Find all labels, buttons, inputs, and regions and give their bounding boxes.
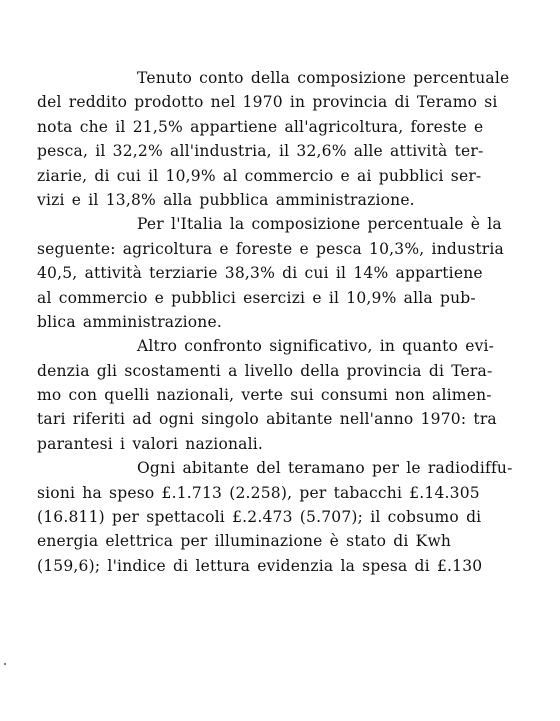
text-line: Per l'Italia la composizione percentuale è la bbox=[137, 215, 502, 234]
text-line: (159,6); l'indice di lettura evidenzia la spesa di £.130 bbox=[37, 556, 483, 575]
text-line: Ogni abitante del teramano per le radiodiffu- bbox=[137, 459, 513, 478]
text-line: nota che il 21,5% appartiene all'agricoltura, foreste e bbox=[37, 117, 484, 136]
text-line: denzia gli scostamenti a livello della provincia di Tera- bbox=[37, 361, 493, 380]
text-line: energia elettrica per illuminazione è stato di Kwh bbox=[37, 532, 452, 551]
text-line: Altro confronto significativo, in quanto evi- bbox=[137, 337, 495, 356]
text-line: blica amministrazione. bbox=[37, 312, 222, 331]
text-line: Tenuto conto della composizione percentuale bbox=[137, 69, 510, 87]
text-line: del reddito prodotto nel 1970 in provincia di Teramo si bbox=[37, 93, 498, 112]
text-line: 40,5, attività terziarie 38,3% di cui il 14% appartiene bbox=[37, 264, 483, 283]
text-line: (16.811) per spettacoli £.2.473 (5.707); il cobsumo di bbox=[37, 508, 482, 527]
text-line: tari riferiti ad ogni singolo abitante nell'anno 1970: tra bbox=[37, 410, 497, 429]
text-line: al commercio e pubblici esercizi e il 10,9% alla pub- bbox=[37, 288, 476, 307]
document-body bbox=[37, 66, 537, 578]
text-line: sioni ha speso £.1.713 (2.258), per tabacchi £.14.305 bbox=[37, 483, 480, 502]
text-line: mo con quelli nazionali, verte sui consumi non alimen- bbox=[37, 386, 492, 405]
text-line: seguente: agricoltura e foreste e pesca 10,3%, industria bbox=[37, 239, 504, 258]
text-line: parantesi i valori nazionali. bbox=[37, 434, 264, 453]
text-line: ziarie, di cui il 10,9% al commercio e ai pubblici ser- bbox=[37, 166, 482, 185]
scan-speck bbox=[4, 663, 6, 665]
text-line: vizi e il 13,8% alla pubblica amministrazione. bbox=[37, 190, 415, 209]
text-line: pesca, il 32,2% all'industria, il 32,6% alle attività ter- bbox=[37, 142, 484, 161]
